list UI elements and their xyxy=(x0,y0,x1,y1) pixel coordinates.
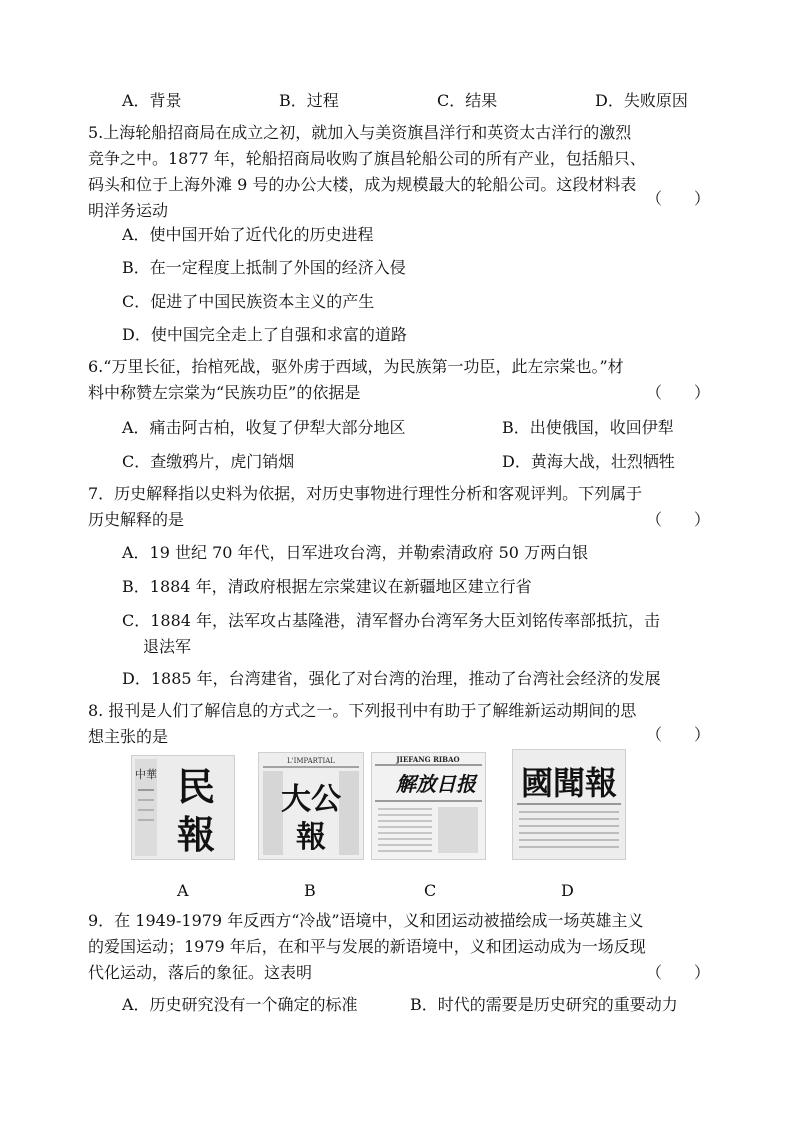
masthead-title: 大公 xyxy=(281,782,341,817)
masthead-subtitle: 中華 xyxy=(135,768,157,781)
option-c-continued: 退法军 xyxy=(143,637,192,656)
newspaper-image-a xyxy=(131,755,235,860)
option-a: A．历史研究没有一个确定的标准 xyxy=(122,995,358,1014)
option-b: B．出使俄国，收回伊犁 xyxy=(502,418,674,437)
question-stem-line: 明洋务运动 xyxy=(88,201,169,220)
question-stem-line: 8. 报刊是人们了解信息的方式之一。下列报刊中有助于了解维新运动期间的思 xyxy=(88,701,637,720)
option-b: B．1884 年，清政府根据左宗棠建议在新疆地区建立行省 xyxy=(122,577,532,596)
masthead-title: 民 xyxy=(176,764,216,809)
masthead-title: 報 xyxy=(176,812,216,857)
question-stem-line: 6.“万里长征，抬棺死战，驱外虏于西域，为民族第一功臣，此左宗棠也。”材 xyxy=(88,357,624,376)
question-stem-line: 9．在 1949-1979 年反西方“冷战”语境中，义和团运动被描绘成一场英雄主义 xyxy=(88,911,644,930)
masthead-title: 報 xyxy=(296,820,326,855)
option-a: A．痛击阿古柏，收复了伊犁大部分地区 xyxy=(122,418,406,437)
question-stem-line: 历史解释的是 xyxy=(88,510,185,529)
option-c: C．结果 xyxy=(437,91,498,110)
newspaper-image-c xyxy=(371,752,486,860)
answer-bracket: （ ） xyxy=(645,963,710,982)
option-b: B．时代的需要是历史研究的重要动力 xyxy=(410,995,678,1014)
option-a: A．19 世纪 70 年代，日军进攻台湾，并勒索清政府 50 万两白银 xyxy=(122,543,589,562)
option-c: C．查缴鸦片，虎门销烟 xyxy=(122,452,295,471)
answer-bracket: （ ） xyxy=(645,189,710,208)
option-d: D．黄海大战，壮烈牺牲 xyxy=(502,452,675,471)
question-stem-line: 的爱国运动；1979 年后，在和平与发展的新语境中，义和团运动成为一场反现 xyxy=(88,937,646,956)
masthead-subtitle: L'IMPARTIAL xyxy=(287,757,335,765)
question-stem-line: 料中称赞左宗棠为“民族功臣”的依据是 xyxy=(88,383,361,402)
image-label-d: D xyxy=(561,881,574,900)
question-stem-line: 码头和位于上海外滩 9 号的办公大楼，成为规模最大的轮船公司。这段材料表 xyxy=(88,175,637,194)
answer-bracket: （ ） xyxy=(645,510,710,529)
newspaper-image-d xyxy=(512,749,626,860)
option-d: D．失败原因 xyxy=(595,91,688,110)
option-b: B．过程 xyxy=(279,91,339,110)
image-label-c: C xyxy=(424,881,437,900)
option-c: C．促进了中国民族资本主义的产生 xyxy=(122,292,375,311)
newspaper-image-b xyxy=(258,752,364,860)
option-d: D．1885 年，台湾建省，强化了对台湾的治理，推动了台湾社会经济的发展 xyxy=(122,669,661,688)
option-a: A．使中国开始了近代化的历史进程 xyxy=(122,225,374,244)
masthead-title: 國聞報 xyxy=(520,764,618,802)
question-stem-line: 5.上海轮船招商局在成立之初，就加入与美资旗昌洋行和英资太古洋行的激烈 xyxy=(88,123,632,142)
question-stem-line: 7．历史解释指以史料为依据，对历史事物进行理性分析和客观评判。下列属于 xyxy=(88,484,643,503)
question-stem-line: 想主张的是 xyxy=(88,727,169,746)
option-d: D．使中国完全走上了自强和求富的道路 xyxy=(122,325,407,344)
image-label-a: A xyxy=(177,881,189,900)
image-label-b: B xyxy=(304,881,316,900)
masthead-subtitle: JIEFANG RIBAO xyxy=(396,755,460,764)
option-a: A．背景 xyxy=(122,91,182,110)
answer-bracket: （ ） xyxy=(645,725,710,744)
question-stem-line: 代化运动，落后的象征。这表明 xyxy=(88,963,313,982)
masthead-title: 解放日报 xyxy=(396,772,476,796)
option-c: C．1884 年，法军攻占基隆港，清军督办台湾军务大臣刘铭传率部抵抗，击 xyxy=(122,611,661,630)
option-b: B．在一定程度上抵制了外国的经济入侵 xyxy=(122,258,406,277)
answer-bracket: （ ） xyxy=(645,383,710,402)
question-stem-line: 竞争之中。1877 年，轮船招商局收购了旗昌轮船公司的所有产业，包括船只、 xyxy=(88,149,646,168)
